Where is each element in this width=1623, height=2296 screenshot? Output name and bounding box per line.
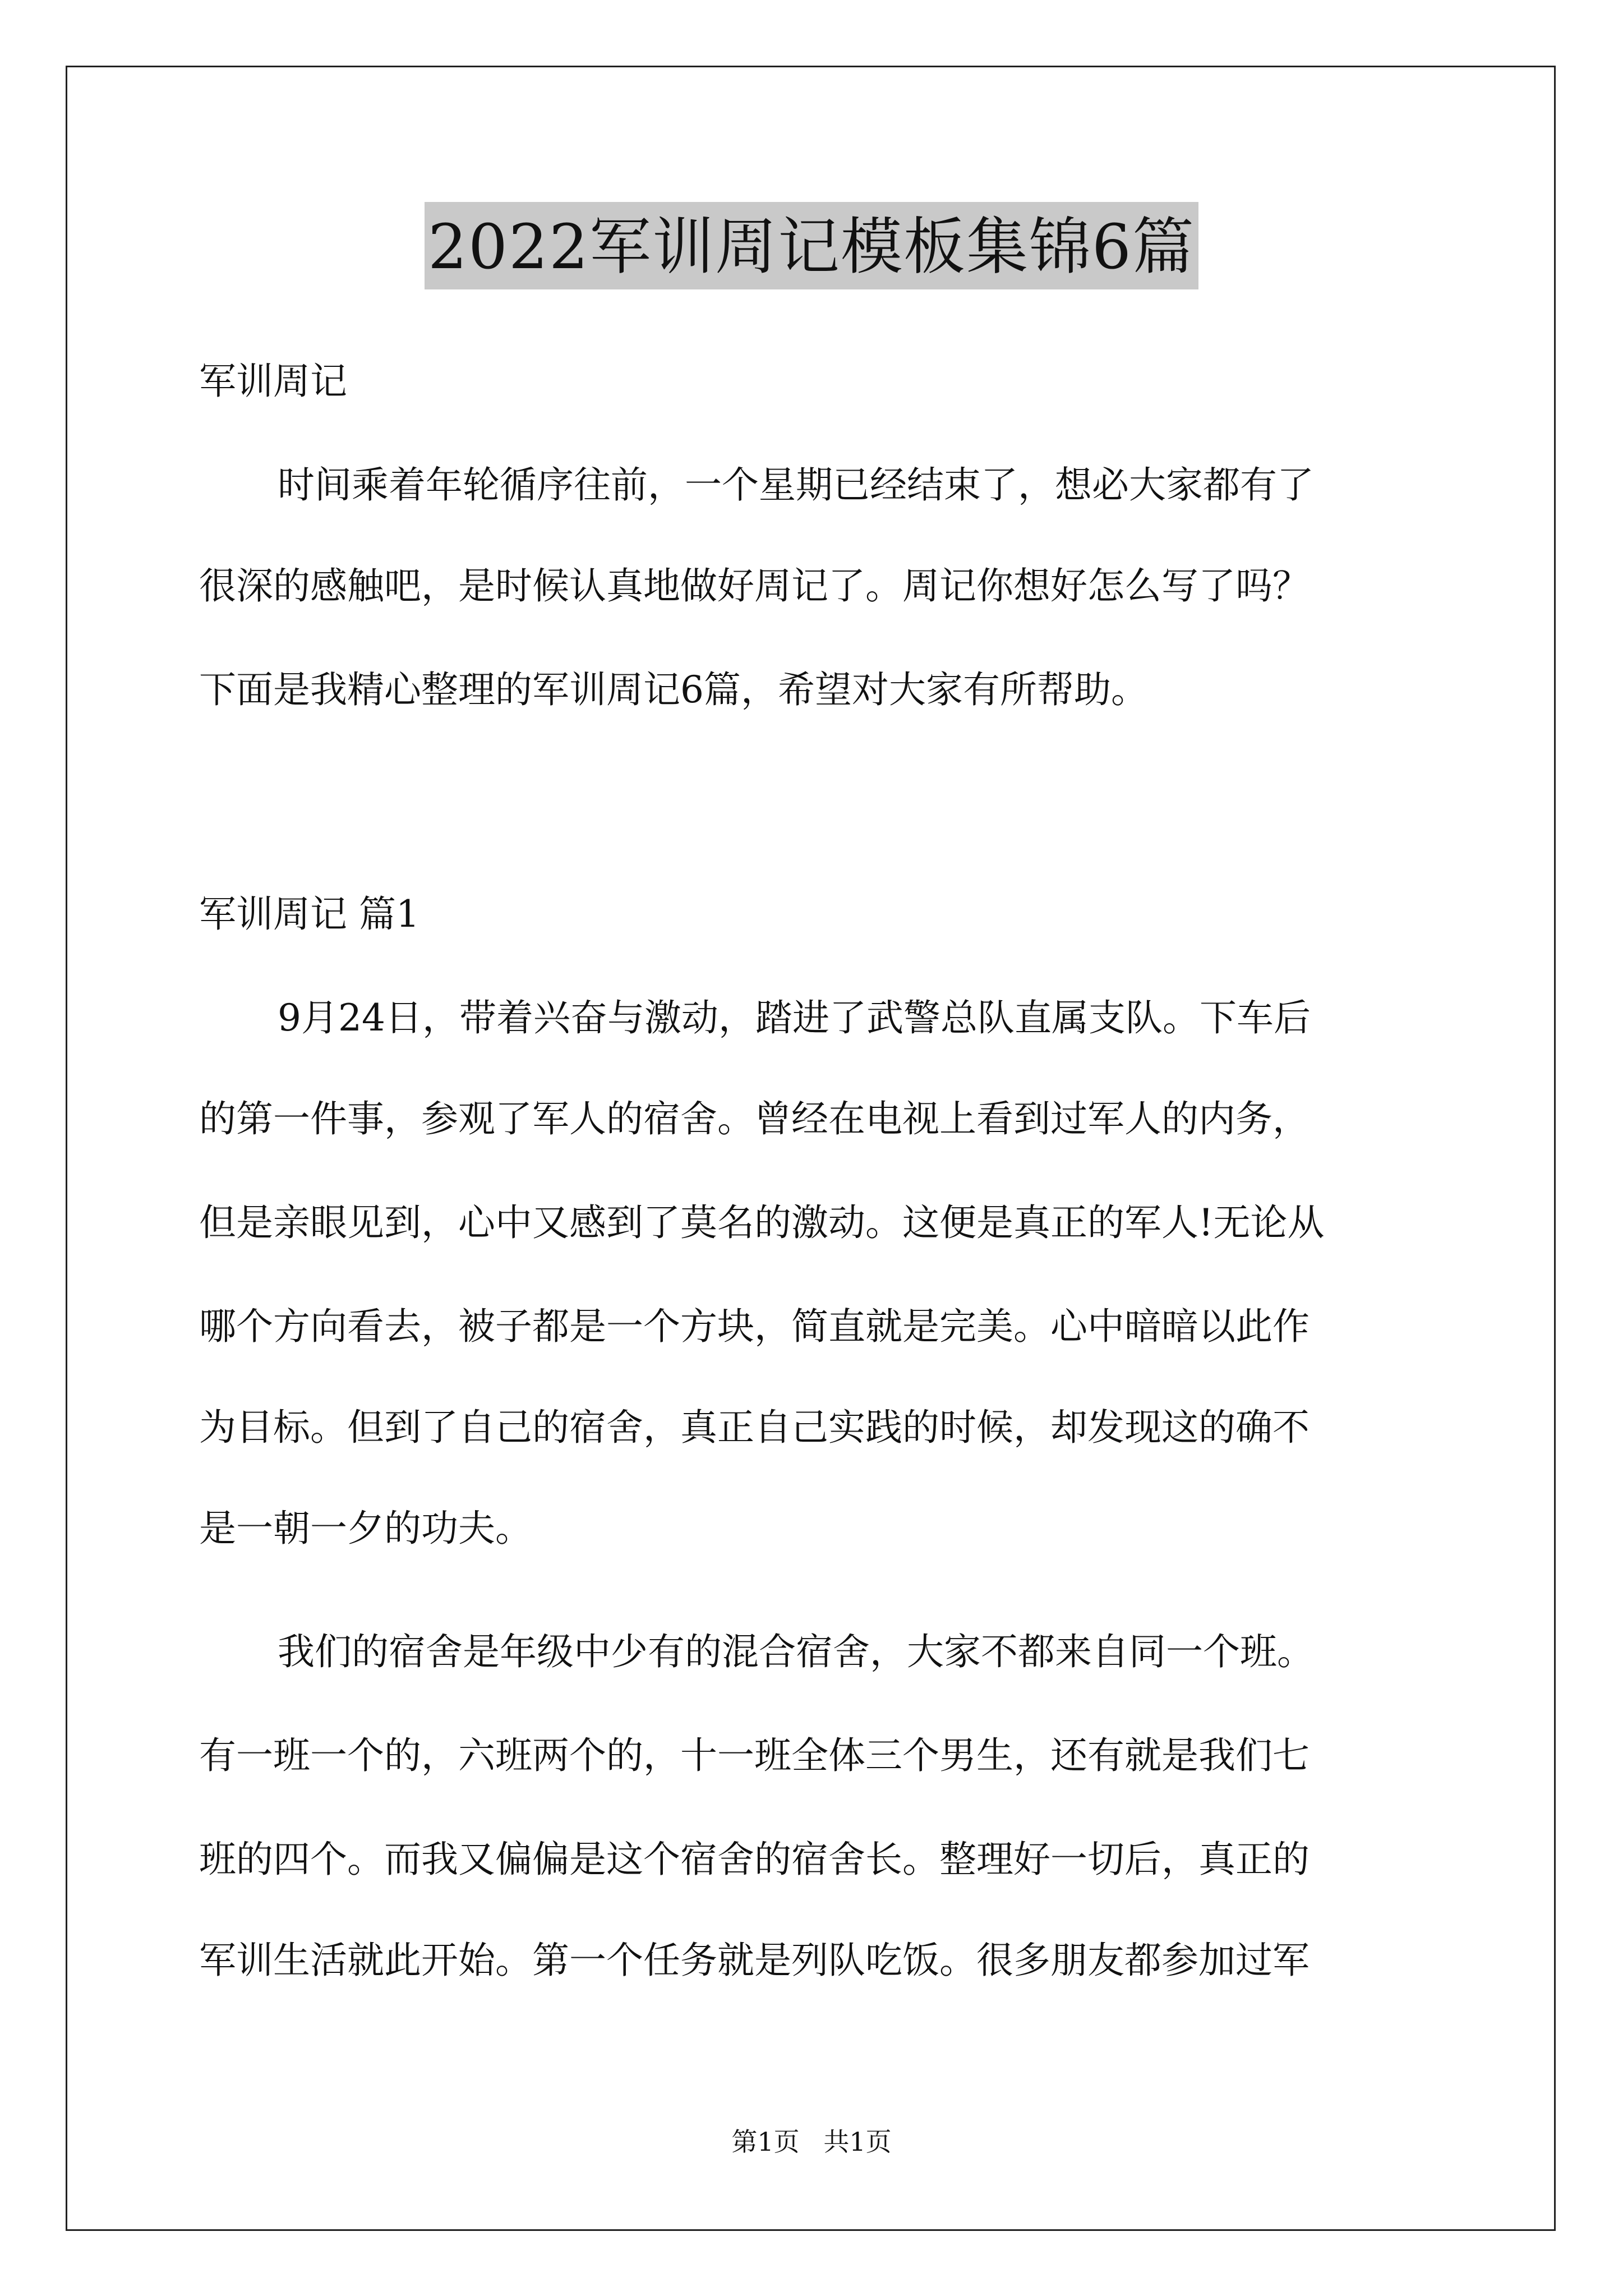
paragraph-line: 哪个方向看去，被子都是一个方块，简直就是完美。心中暗暗以此作	[199, 1305, 1310, 1348]
page-number: 第1页	[731, 2127, 800, 2157]
paragraph-line: 是一朝一夕的功夫。	[199, 1507, 532, 1550]
paragraph-line: 下面是我精心整理的军训周记6篇，希望对大家有所帮助。	[199, 668, 1148, 711]
paragraph-line: 9月24日，带着兴奋与激动，踏进了武警总队直属支队。下车后	[278, 996, 1311, 1039]
paragraph-line: 军训生活就此开始。第一个任务就是列队吃饭。很多朋友都参加过军	[199, 1939, 1310, 1982]
paragraph-line: 的第一件事，参观了军人的宿舍。曾经在电视上看到过军人的内务，	[199, 1097, 1310, 1140]
paragraph-line: 有一班一个的，六班两个的，十一班全体三个男生，还有就是我们七	[199, 1734, 1310, 1777]
paragraph-line: 班的四个。而我又偏偏是这个宿舍的宿舍长。整理好一切后，真正的	[199, 1838, 1310, 1881]
paragraph-line: 为目标。但到了自己的宿舍，真正自己实践的时候，却发现这的确不	[199, 1406, 1310, 1449]
page-total: 共1页	[823, 2127, 892, 2157]
paragraph-line: 时间乘着年轮循序往前，一个星期已经结束了，想必大家都有了	[278, 463, 1314, 507]
paragraph-line: 但是亲眼见到，心中又感到了莫名的激动。这便是真正的军人!无论从	[199, 1201, 1325, 1244]
section-heading: 军训周记 篇1	[199, 892, 419, 936]
paragraph-line: 很深的感触吧，是时候认真地做好周记了。周记你想好怎么写了吗？	[199, 564, 1310, 608]
paragraph-line: 我们的宿舍是年级中少有的混合宿舍，大家不都来自同一个班。	[278, 1630, 1314, 1673]
section-heading: 军训周记	[199, 360, 347, 403]
title-container	[0, 202, 1623, 289]
document-title: 2022军训周记模板集锦6篇	[425, 202, 1198, 289]
page-footer	[0, 2126, 1623, 2157]
